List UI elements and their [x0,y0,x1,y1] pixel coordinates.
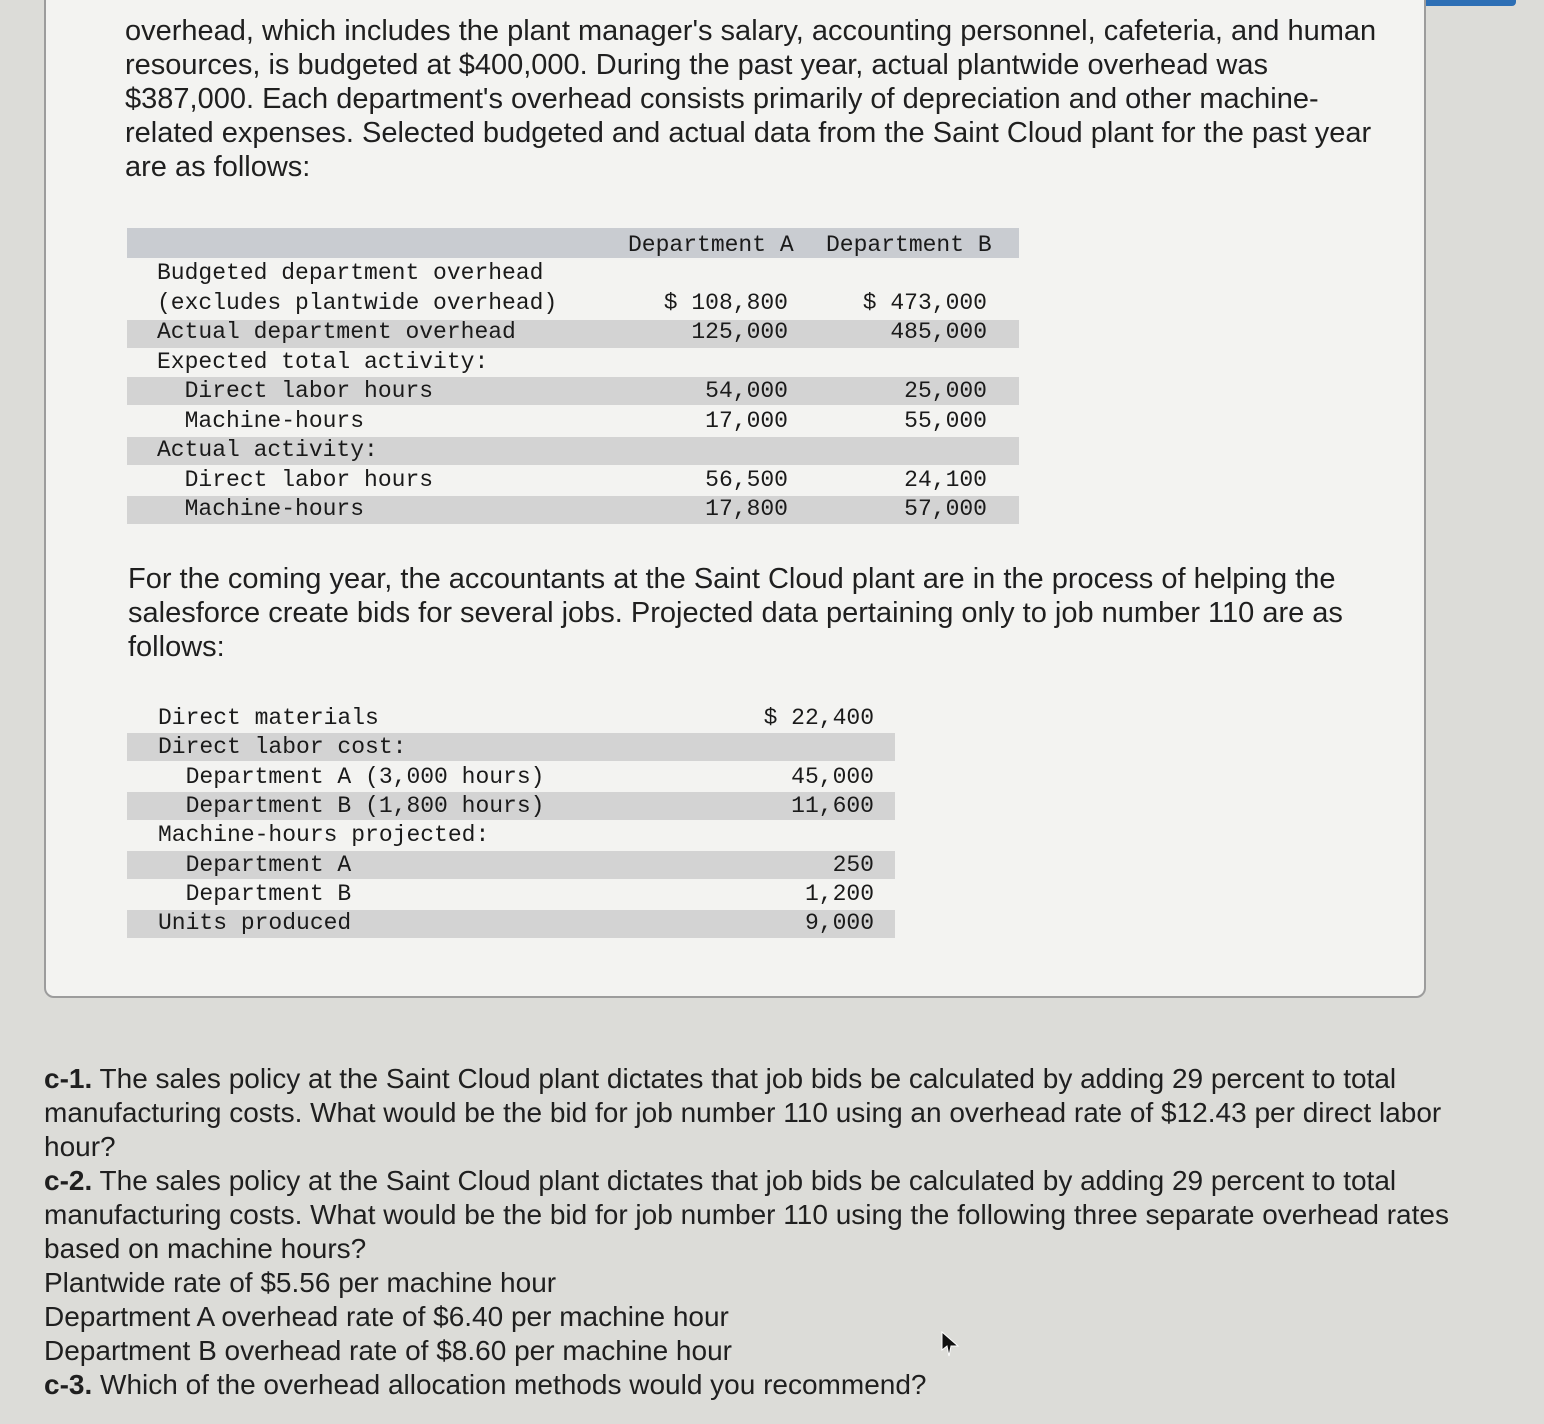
table2-row-label: Direct labor cost: [158,734,407,760]
table2-row-label: Direct materials [158,705,379,731]
table1-row-label: Machine-hours [157,496,365,522]
questions-block [44,1062,1504,1402]
question-item [44,1266,1504,1300]
question-tag: c-3. [44,1369,93,1400]
table2-cell-value: 250 [832,852,874,878]
table1-cell-dept-a: 125,000 [691,319,788,345]
table1-cell-dept-b: 25,000 [904,378,987,404]
table1-header-dept-a: Department A [628,232,794,258]
table1-row-label: Expected total activity: [157,349,489,375]
question-text: The sales policy at the Saint Cloud plant dictates that job bids be calculated by adding 29 percent to total manufacturing costs. What would be the bid for job number 110 using the following three separate overhead rates based on machine hours? [44,1165,1449,1264]
question-tag: c-2. [44,1165,93,1196]
question-text: Department B overhead rate of $8.60 per machine hour [44,1335,732,1366]
table2-row-label: Department B [158,881,352,907]
question-item [44,1062,1504,1164]
question-item [44,1300,1504,1334]
table1-cell-dept-b: 57,000 [904,496,987,522]
intro-paragraph: overhead, which includes the plant manager's salary, accounting personnel, cafeteria, and human resources, is budgeted at $400,000. During the past year, actual plantwide overhead was $387,000. Each department's overhead consists primarily of depreciation and other machine-related expenses. Selected budgeted and actual data from the Saint Cloud plant for the past year are as follows: [125,15,1377,183]
question-text: Department A overhead rate of $6.40 per machine hour [44,1301,729,1332]
table1-row-label: Direct labor hours [157,467,434,493]
table1-row-label: Actual department overhead [157,319,516,345]
table2-row-label: Department B (1,800 hours) [158,793,545,819]
table2-cell-value: 11,600 [791,793,874,819]
table1-row-label: Machine-hours [157,408,365,434]
table2-row-label: Units produced [158,910,352,936]
table1-cell-dept-b: 55,000 [904,408,987,434]
question-item [44,1334,1504,1368]
table1-row-label: Actual activity: [157,437,378,463]
table1-cell-dept-b: $ 473,000 [862,290,987,316]
table1-cell-dept-a: 17,800 [705,496,788,522]
table1-header-dept-b: Department B [826,232,992,258]
table1-cell-dept-a: $ 108,800 [663,290,788,316]
question-item [44,1164,1504,1266]
table1-cell-dept-a: 17,000 [705,408,788,434]
table1-cell-dept-b: 24,100 [904,467,987,493]
mouse-pointer-icon [938,1330,962,1358]
middle-paragraph: For the coming year, the accountants at the Saint Cloud plant are in the process of helping the salesforce create bids for several jobs. Projected data pertaining only to job number 110 are as follows: [128,563,1343,663]
table2-cell-value: 9,000 [804,910,874,936]
table2-row-label: Machine-hours projected: [158,822,490,848]
table1-cell-dept-b: 485,000 [890,319,987,345]
table1-cell-dept-a: 54,000 [705,378,788,404]
question-text: The sales policy at the Saint Cloud plant dictates that job bids be calculated by adding 29 percent to total manufacturing costs. What would be the bid for job number 110 using an overhead rate of $12.43 per direct labor hour? [44,1063,1442,1162]
table1-row-label: Budgeted department overhead [157,260,544,286]
table2-cell-value: 1,200 [804,881,874,907]
table1-cell-dept-a: 56,500 [705,467,788,493]
table2-cell-value: $ 22,400 [763,705,874,731]
table2-cell-value: 45,000 [791,764,874,790]
question-text: Plantwide rate of $5.56 per machine hour [44,1267,557,1298]
table2-row-label: Department A [158,852,352,878]
question-tag: c-1. [44,1063,93,1094]
table2-row-label: Department A (3,000 hours) [158,764,545,790]
table1-row-label: (excludes plantwide overhead) [157,290,558,316]
table1-row-label: Direct labor hours [157,378,434,404]
question-item [44,1368,1504,1402]
question-text: Which of the overhead allocation methods would you recommend? [92,1369,927,1400]
